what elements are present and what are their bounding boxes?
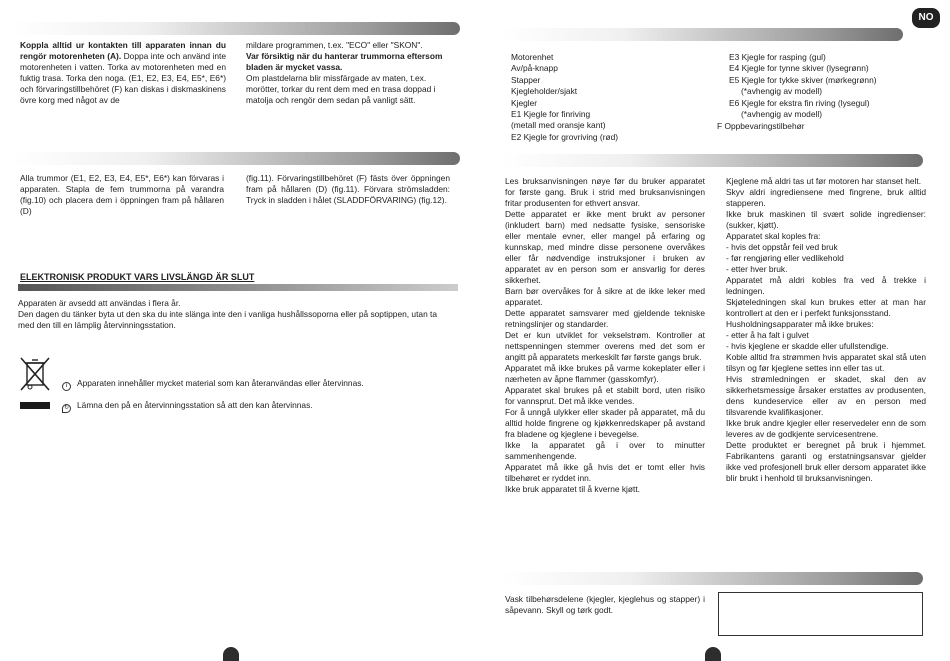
part-item: E4 Kjegle for tynne skiver (lysegrønn) xyxy=(729,63,869,74)
cleaning-warning-heading: Koppla alltid ur kontakten till apparaten innan du rengör motorenheten (A). xyxy=(20,40,226,61)
section-header-bar xyxy=(12,152,460,165)
part-item: Kjegler xyxy=(511,97,538,108)
eol-item-1-text: Apparaten innehåller mycket material som kan återanvändas eller återvinnas. xyxy=(77,378,364,388)
part-item-f: F Oppbevaringstilbehør xyxy=(717,121,805,131)
eol-item-2-text: Lämna den på en återvinningsstation så att den kan återvinnas. xyxy=(77,400,313,410)
storage-column-1: Alla trummor (E1, E2, E3, E4, E5*, E6*) kan förvaras i apparaten. Stapla de fem trummorna på varandra (fig.10) och placera dem i öppningen fram på hållaren (D) xyxy=(20,173,224,216)
discoloration-text: Om plastdelarna blir missfärgade av maten, t.ex. morötter, torkar du rent dem med en trasa doppad i matolja och rengör dem sedan på vanligt sätt. xyxy=(246,73,436,105)
cleaning-note: Vask tilbehørsdelene (kjegler, kjeglehus og stapper) i såpevann. Skyll og tørk godt. xyxy=(505,594,705,615)
black-bar-mark xyxy=(20,402,50,409)
parts-list-col1 xyxy=(511,52,711,143)
blade-warning: Var försiktig när du hanterar trummorna eftersom bladen är mycket vassa. xyxy=(246,51,443,72)
part-item: (*avhengig av modell) xyxy=(741,86,823,97)
part-item: E2 Kjegle for grovriving (rød) xyxy=(511,131,619,142)
eol-item-1 xyxy=(62,378,462,391)
cleaning-program-text: mildare programmen, t.ex. "ECO" eller "SKON". xyxy=(246,40,423,50)
part-item: E1 Kjegle for finriving xyxy=(511,109,591,120)
info-circle-icon: i xyxy=(62,382,71,391)
eol-paragraph-1: Apparaten är avsedd att användas i flera år. xyxy=(18,298,181,308)
language-badge: NO xyxy=(912,8,940,28)
section-header-bar xyxy=(12,22,460,35)
part-item: Av/på-knapp xyxy=(511,63,558,74)
section-header-bar xyxy=(503,28,903,41)
part-item: Kjegleholder/sjakt xyxy=(511,86,578,97)
part-item: E5 Kjegle for tykke skiver (mørkegrønn) xyxy=(729,74,877,85)
eol-item-2 xyxy=(62,400,462,413)
storage-column-2: (fig.11). Förvaringstillbehöret (F) fästs över öppningen fram på hållaren (D) (fig.11). Förvara strömsladden: Tryck in sladden i hålet (SLADDFÖRVARING) (fig.12). xyxy=(246,173,450,205)
eol-title: ELEKTRONISK PRODUKT VARS LIVSLÄNGD ÄR SLUT xyxy=(20,272,255,282)
part-item: Stapper xyxy=(511,74,541,85)
section-header-bar xyxy=(503,154,923,167)
crossed-bin-icon xyxy=(18,354,52,394)
right-page xyxy=(475,0,950,661)
cleaning-column-1 xyxy=(20,40,226,106)
part-item: (*avhengig av modell) xyxy=(741,109,823,120)
cleaning-body: Doppa inte och använd inte motorenheten i vatten. Torka av motorenheten med en fuktig trasa. Torka den noga. (E1, E2, E3, E4, E5*, E6*) och förvaringstillbehöret (F) kan diskas i diskmaskinens övre korg med något av de xyxy=(20,51,226,105)
cleaning-column-2 xyxy=(246,40,450,106)
safety-column-1: Les bruksanvisningen nøye før du bruker apparatet for første gang. Bruk i strid med bruksanvisningen fritar produsenten for ethvert ansvar. Dette apparatet er ikke ment brukt av personer (inkludert barn) med nedsatte fysiske, sensoriske eller mentale evner, eller mangel på erfaring og kunnskap, med mindre disse personene overvåkes eller får nødvendige instruksjoner i bruken av apparatet av en person som er ansvarlig for deres sikkerhet. Barn bør overvåkes for å sikre at de ikke leker med apparatet. Dette apparatet samsvarer med gjeldende tekniske retningslinjer og standarder. Det er kun utviklet for vekselstrøm. Kontroller at nettspenningen stemmer overens med det som er angitt på apparatets merkeskilt før første gangs bruk. Apparatet må ikke brukes på varme kokeplater eller i nærheten av åpne flammer (gasskomfyr). Apparatet skal brukes på et stabilt bord, uten risiko for vannsprut. Det må ikke vendes. For å unngå ulykker eller skader på apparatet, må du alltid holde fingrene og kjøkkenredskaper på avstand fra bladene og kjeglene i bevegelse. Ikke la apparatet gå i over to minutter sammenhengende. Apparatet må ikke gå hvis det er tomt eller hvis tilbehøret er ryddet inn. Ikke bruk apparatet til å kverne kjøtt. xyxy=(505,176,705,494)
page-dot-right xyxy=(705,647,721,661)
eol-title-rule xyxy=(18,284,458,291)
safety-column-2: Kjeglene må aldri tas ut før motoren har stanset helt. Skyv aldri ingrediensene med fingrene, bruk alltid stapperen. Ikke bruk maskinen til svært solide ingredienser: (sukker, kjøtt). Apparatet skal koples fra: - hvis det oppstår feil ved bruk - før rengjøring eller vedlikehold - etter hver bruk. Apparatet må aldri kobles fra ved å trekke i ledningen. Skjøteledningen skal kun brukes etter at man har kontrollert at den er i perfekt funksjonsstand. Husholdningsapparater må ikke brukes: - etter å ha falt i gulvet - hvis kjeglene er skadde eller ufullstendige. Koble alltid fra strømmen hvis apparatet skal stå uten tilsyn og før kjeglene settes inn eller tas ut. Hvis strømledningen er skadet, skal den av sikkerhetsmessige årsaker erstattes av produsenten, dens kundeservice eller av en person med tilsvarende kvalifikasjoner. Ikke bruk andre kjegler eller reservedeler enn de som leveres av de godkjente servicesentrene. Dette produktet er beregnet på bruk i hjemmet. Fabrikantens garanti og erstatningsansvar gjelder ikke ved profesjonell bruk eller dersom apparatet ikke blir brukt i henhold til bruksanvisningen. xyxy=(726,176,926,483)
part-item: Motorenhet xyxy=(511,52,554,62)
page-dot-left xyxy=(223,647,239,661)
part-item: E3 Kjegle for rasping (gul) xyxy=(729,52,826,62)
eol-paragraph-2: Den dagen du tänker byta ut den ska du inte slänga inte den i vanliga hushållssoporna eller på soptippen, utan ta med den till en lämplig återvinningsstation. xyxy=(18,309,438,330)
recycle-arrow-icon: ↻ xyxy=(63,405,70,411)
parts-list-col2 xyxy=(729,52,929,120)
empty-notice-box xyxy=(718,592,923,636)
part-item: E6 Kjegle for ekstra fin riving (lysegul) xyxy=(729,97,870,108)
part-item: (metall med oransje kant) xyxy=(511,120,606,131)
section-header-bar xyxy=(503,572,923,585)
